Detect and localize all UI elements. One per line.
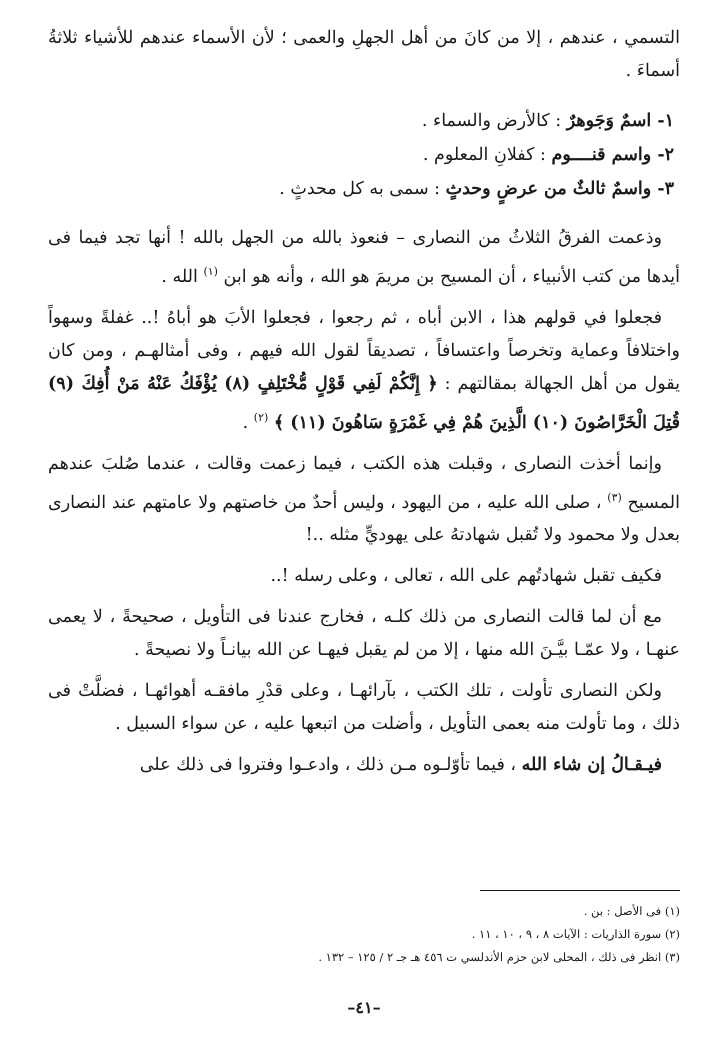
- paragraph-contradiction: [48, 302, 680, 440]
- book-page: [48, 22, 680, 1032]
- paragraph-continuation: [48, 749, 680, 782]
- paragraph-text: .: [242, 412, 249, 433]
- quran-verse: ﴿ إِنَّكُمْ لَفِي قَوْلٍ مُّخْتَلِفٍ (٨) يُؤْفَكُ عَنْهُ مَنْ أُفِكَ (٩) قُتِلَ الْخَرَّاصُونَ (١٠) الَّذِينَ هُمْ فِي غَمْرَةٍ سَاهُونَ (١١) ﴾: [48, 373, 680, 433]
- item-term: اسمٌ وَجَوهرٌ: [566, 111, 652, 131]
- lead-phrase: فيـقـالُ إن شاء الله: [521, 755, 662, 776]
- item-number: ٣-: [651, 179, 674, 199]
- footnotes: [48, 900, 680, 969]
- paragraph-misinterpretation: ولكن النصارى تأولت ، تلك الكتب ، بآرائهـا ، وعلى قدْرِ مافقـه أهوائهـا ، فضلَّتْ فى ذلك ، وما تأولت منه بعمى التأويل ، وأضلت من اتبعها عليه ، عن سواء السبيل .: [48, 681, 680, 735]
- paragraph-text: الله .: [161, 266, 198, 287]
- list-item: [48, 138, 674, 172]
- footnote-marker: (٣): [607, 490, 622, 504]
- footnote-separator: [480, 890, 680, 891]
- item-description: : كالأرض والسماء .: [421, 111, 567, 131]
- paragraph-text: وذعمت الفرقُ الثلاثُ من النصارى – فنعوذ بالله من الجهل بالله ! أنها تجد فيما فى أيدها من كتب الأنبياء ، أن المسيح بن مريمَ هو الله ، وأنه هو ابن: [48, 228, 680, 287]
- paragraph-testimony: [48, 448, 680, 553]
- paragraph-text: وإنما أخذت النصارى ، وقبلت هذه الكتب ، فيما زعمت وقالت ، عندما صُلبَ عندهم المسيح: [48, 453, 680, 513]
- item-number: ١-: [651, 111, 674, 131]
- footnote: (٣) انظر فى ذلك ، المحلى لابن حزم الأندلسي ت ٤٥٦ هـ جـ ٢ / ١٢٥ – ١٣٢ .: [318, 950, 680, 964]
- intro-paragraph: التسمي ، عندهم ، إلا من كانَ من أهل الجهلِ والعمى ؛ لأن الأسماء عندهم للأشياء ثلاثةُ أسماءَ .: [48, 28, 680, 81]
- paragraph-text: ، صلى الله عليه ، من اليهود ، وليس أحدٌ من خاصتهم ولا عامتهم عند النصارى بعدل ولا محمود ولا تُقبل شهادتهُ على يهوديٍّ مثله ..!: [48, 492, 680, 546]
- footnote-marker: (٢): [253, 410, 269, 424]
- paragraph-text: فجعلوا في قولهم هذا ، الابن أباه ، ثم رجعوا ، فجعلوا الأبَ هو أباهُ !.. غفلةً وسهواً واختلافاً وعماية وتخرصاً واعتسافاً ، تصديقاً لقول الله فيهم ، وفى أمثالهـم ، ومن كان يقول من أهل الجهالة بمقالتهم :: [48, 307, 680, 394]
- item-number: ٢-: [651, 145, 674, 165]
- paragraph-question: فكيف تقبل شهادتُهم على الله ، تعالى ، وعلى رسله !..: [270, 566, 662, 587]
- paragraph-text: ، فيما تأوّلـوه مـن ذلك ، وادعـوا وفتروا فى ذلك على: [139, 755, 517, 776]
- paragraph-trinity-claim: [48, 222, 680, 294]
- paragraph-interpretation: مع أن لما قالت النصارى من ذلك كلـه ، فخارج عندنا فى التأويل ، صحيحةً ، لا يعمى عنهـا ، ولا عمّـا بيَّـنَ الله منها ، إلا من لم يقبل فيهـا عن الله بيانـاً ولا نصيحةً .: [48, 607, 680, 661]
- footnote: (١) فى الأصل : بن .: [583, 904, 680, 918]
- list-item: [48, 172, 674, 206]
- names-list: [48, 104, 680, 206]
- item-term: واسمٌ ثالثٌ من عرضٍ وحدثٍ: [445, 179, 652, 199]
- list-item: [48, 104, 674, 138]
- item-description: : كفلانِ المعلوم .: [422, 145, 552, 165]
- footnote-marker: (١): [203, 265, 218, 278]
- footnote: (٢) سورة الذاريات : الآيات ٨ ، ٩ ، ١٠ ، ١١ .: [471, 927, 680, 941]
- item-term: واسم قنــــوم: [551, 145, 652, 165]
- page-number: –٤١–: [347, 998, 381, 1017]
- item-description: : سمى به كل محدثٍ .: [279, 179, 446, 199]
